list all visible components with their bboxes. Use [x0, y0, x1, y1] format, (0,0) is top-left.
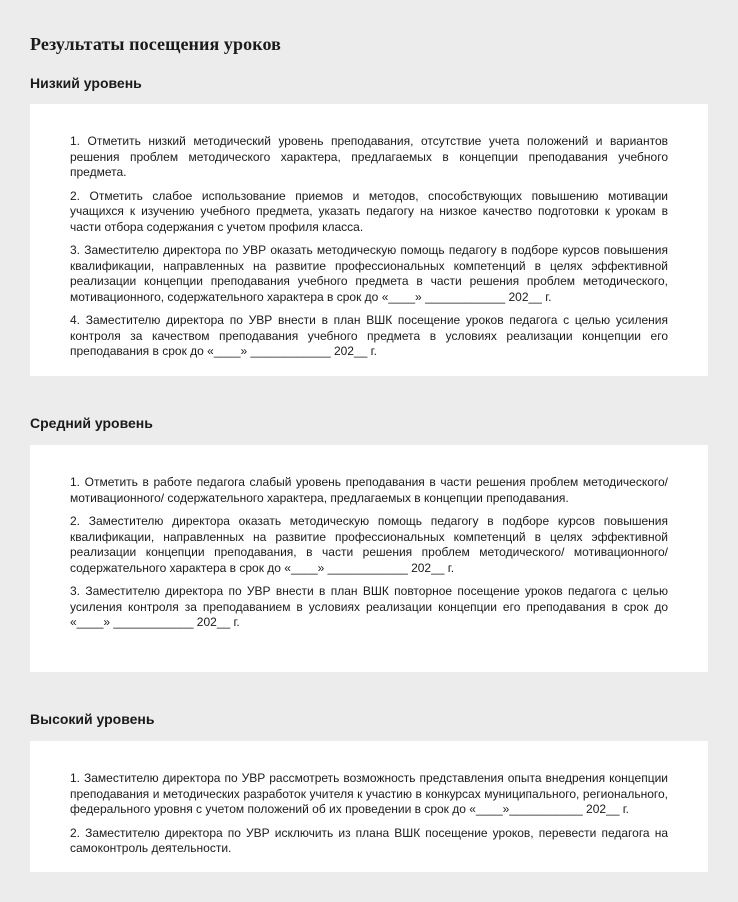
section-card-low: [30, 104, 708, 376]
list-item: 2. Отметить слабое использование приемов и методов, способствующих повышению мотивации учащихся к изучению учебного предмета, указать педагогу на низкое качество подготовки к урокам в части отбора содержания с учетом профиля класса.: [70, 188, 668, 234]
list-item: 2. Заместителю директора оказать методическую помощь педагогу в подборе курсов повышения квалификации, направленных на развитие профессиональных компетенций в целях эффективной реализации концепции преподавания, в части решения проблем методического/ мотивационного/ содержательного характера в срок до «____» ____________ 202__ г.: [70, 514, 668, 575]
list-item: 2. Заместителю директора по УВР исключить из плана ВШК посещение уроков, перевести педагога на самоконтроль деятельности.: [70, 825, 668, 855]
list-item: 1. Отметить в работе педагога слабый уровень преподавания в части решения проблем методического/ мотивационного/ содержательного характера, предлагаемых в концепции преподавания.: [70, 475, 668, 505]
list-item: 3. Заместителю директора по УВР внести в план ВШК повторное посещение уроков педагога с целью усиления контроля за преподаванием в условиях реализации концепции его преподавания в срок до «____» ____________ 202__ г.: [70, 584, 668, 629]
list-item: 4. Заместителю директора по УВР внести в план ВШК посещение уроков педагога с целью усиления контроля за качеством преподавания учебного предмета в условиях реализации концепции его преподавания в срок до «____» ____________ 202__ г.: [70, 313, 668, 358]
section-card-medium: [30, 445, 708, 672]
list-item: 1. Отметить низкий методический уровень преподавания, отсутствие учета положений и вариантов решения проблем методического характера, предлагаемых в концепции преподавания учебного предмета.: [70, 134, 668, 179]
section-card-high: [30, 741, 708, 872]
section-heading-high: Высокий уровень: [30, 711, 155, 727]
page-title: Результаты посещения уроков: [30, 34, 281, 54]
list-item: 3. Заместителю директора по УВР оказать методическую помощь педагогу в подборе курсов повышения квалификации, направленных на развитие профессиональных компетенций в целях эффективной реализации концепции преподавания учебного предмета в части решения проблем методического, мотивационного, содержательного характера в срок до «____» ____________ 202__ г.: [70, 243, 668, 304]
list-item: 1. Заместителю директора по УВР рассмотреть возможность представления опыта внедрения концепции преподавания и методических разработок учителя к участию в конкурсах муниципального, регионального, федерального уровня с учетом положений об их проведении в срок до «____»___________ 202__ г.: [70, 771, 668, 816]
section-heading-medium: Средний уровень: [30, 415, 153, 431]
section-heading-low: Низкий уровень: [30, 75, 142, 91]
